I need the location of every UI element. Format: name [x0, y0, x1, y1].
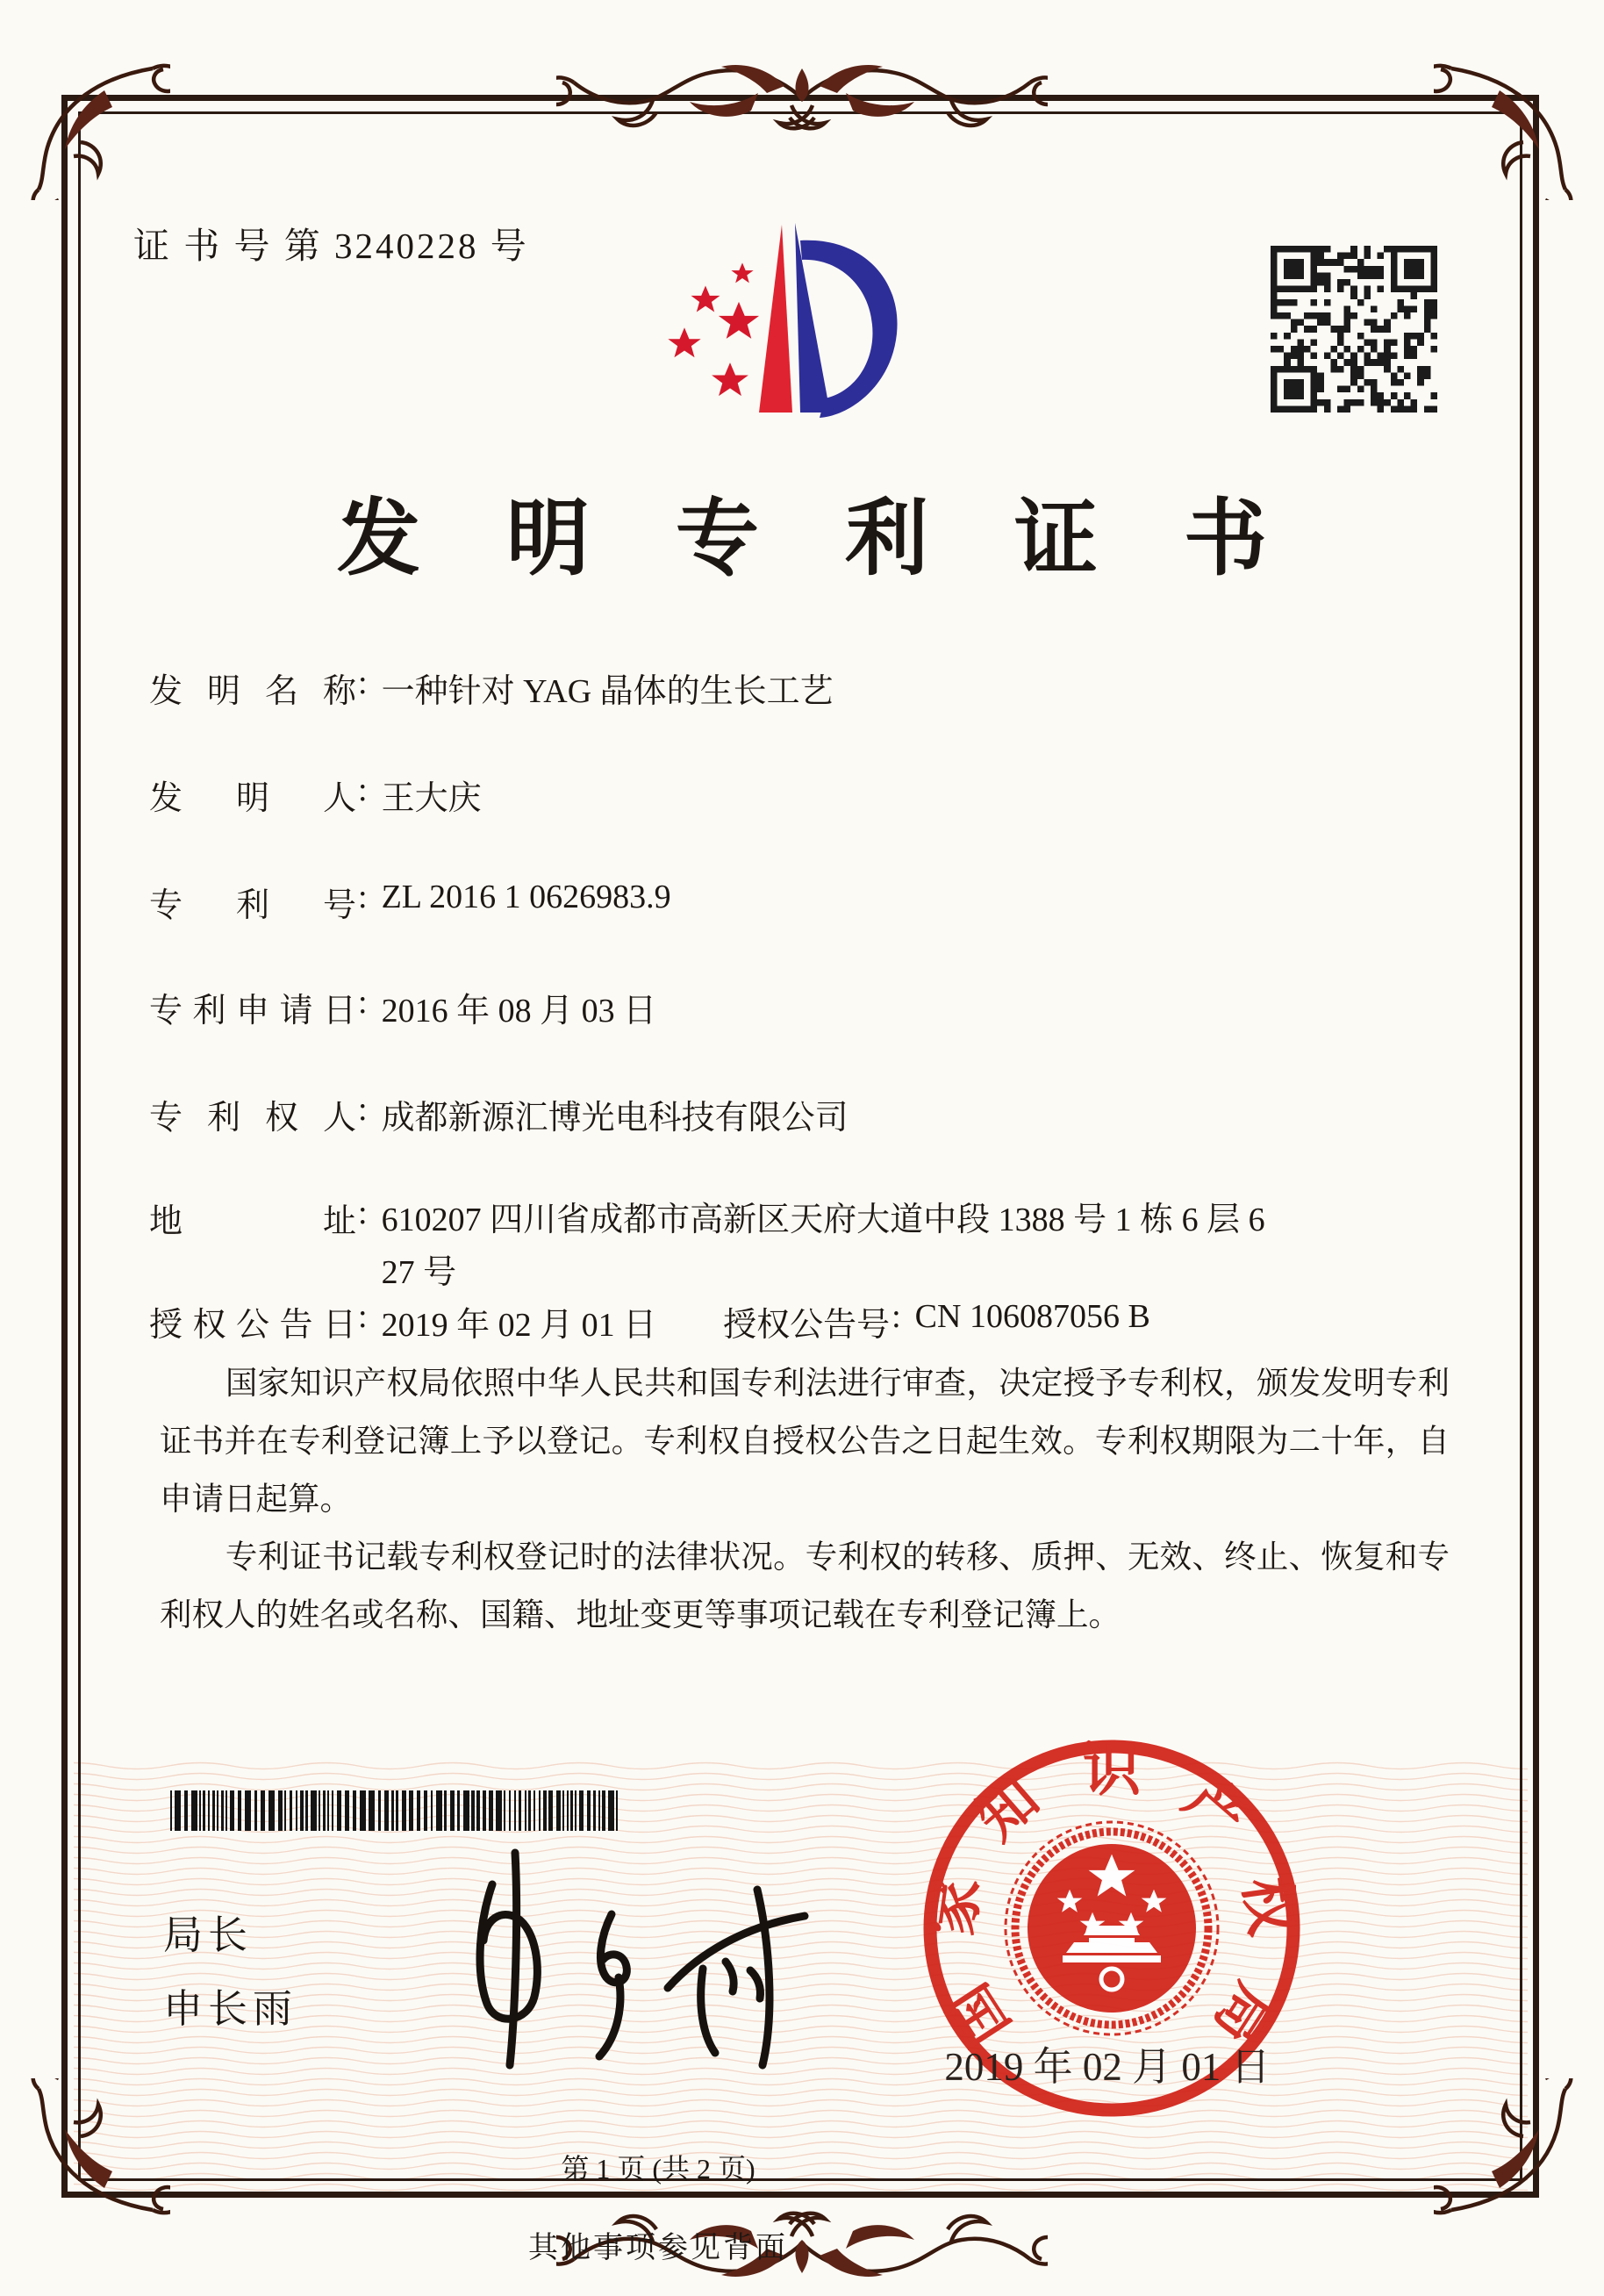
- body-paragraph-1: 国家知识产权局依照中华人民共和国专利法进行审查，决定授予专利权，颁发发明专利证书并在专利登记簿上予以登记。专利权自授权公告之日起生效。专利权期限为二十年，自申请日起算。: [160, 1365, 1450, 1517]
- bottom-right-corner-ornament-icon: [1434, 2078, 1583, 2228]
- field-label: 授权公告日: [149, 1307, 356, 1344]
- legal-text: [160, 1354, 1450, 1644]
- field-row-address: [149, 1194, 1265, 1299]
- field-label: 发明名称: [149, 673, 356, 710]
- field-label: 授权公告号: [723, 1307, 891, 1344]
- svg-text:局: 局: [1200, 1972, 1287, 2056]
- field-value: 2016 年 08 月 03 日: [381, 993, 657, 1030]
- field-value: ZL 2016 1 0626983.9: [381, 879, 671, 915]
- top-right-corner-ornament-icon: [1434, 51, 1583, 200]
- field-label: 专利申请日: [149, 993, 356, 1030]
- field-row-inventor: [149, 771, 482, 819]
- field-row-patent-number: [149, 878, 671, 926]
- field-value: CN 106087056 B: [914, 1298, 1150, 1335]
- field-label: 发明人: [149, 780, 356, 817]
- field-colon: :: [358, 1298, 368, 1335]
- field-colon: :: [358, 1091, 368, 1128]
- certificate-number: 证 书 号 第 3240228 号: [133, 226, 529, 266]
- page-number: 第 1 页 (共 2 页): [561, 2153, 755, 2185]
- field-colon: :: [358, 1195, 368, 1231]
- cnipa-logo-icon: [634, 186, 916, 430]
- director-signature: [408, 1839, 829, 2076]
- field-label: 地址: [149, 1203, 356, 1240]
- back-note: 其他事项参见背面: [528, 2232, 788, 2264]
- bottom-left-corner-ornament-icon: [21, 2078, 170, 2228]
- barcode: [170, 1790, 627, 1831]
- field-label: 专利号: [149, 887, 356, 924]
- top-left-corner-ornament-icon: [21, 51, 170, 200]
- certificate-title: 发明专利证书: [336, 492, 1354, 585]
- field-value: [382, 1194, 1265, 1299]
- field-value: 2019 年 02 月 01 日: [381, 1307, 657, 1344]
- grant-number-pair: [723, 1297, 1150, 1345]
- field-colon: :: [358, 879, 368, 915]
- field-colon: :: [358, 664, 368, 701]
- address-line-2: 27 号: [381, 1254, 457, 1291]
- field-colon: :: [358, 984, 368, 1021]
- svg-text:国: 国: [936, 1972, 1023, 2056]
- svg-text:产: 产: [1171, 1766, 1258, 1853]
- field-row-grant: [149, 1297, 1150, 1345]
- top-center-flourish-ornament-icon: [556, 44, 1048, 149]
- svg-text:识: 识: [1083, 1739, 1141, 1803]
- svg-text:权: 权: [1232, 1873, 1304, 1940]
- field-row-patentee: [149, 1090, 849, 1138]
- director-title: 局长: [163, 1913, 254, 1957]
- svg-text:家: 家: [920, 1873, 992, 1940]
- field-row-invention-name: [149, 664, 834, 712]
- field-label: 专利权人: [149, 1100, 356, 1137]
- field-value: 成都新源汇博光电科技有限公司: [381, 1100, 849, 1137]
- field-value: 一种针对 YAG 晶体的生长工艺: [381, 673, 834, 710]
- field-value: 王大庆: [381, 780, 482, 817]
- field-row-filing-date: [149, 983, 656, 1031]
- field-colon: :: [358, 771, 368, 808]
- address-line-1: 610207 四川省成都市高新区天府大道中段 1388 号 1 栋 6 层 6: [381, 1202, 1265, 1238]
- svg-text:知: 知: [965, 1766, 1052, 1853]
- director-name: 申长雨: [163, 1987, 298, 2031]
- qr-code: [1271, 246, 1437, 413]
- field-colon: :: [892, 1298, 901, 1335]
- seal-date: 2019 年 02 月 01 日: [944, 2045, 1271, 2089]
- body-paragraph-2: 专利证书记载专利权登记时的法律状况。专利权的转移、质押、无效、终止、恢复和专利权人的姓名或名称、国籍、地址变更等事项记载在专利登记簿上。: [160, 1539, 1450, 1632]
